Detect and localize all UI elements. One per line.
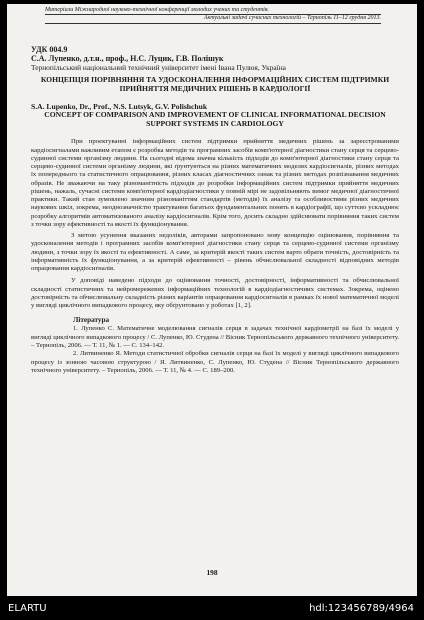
repository-label: ELARTU <box>8 603 47 614</box>
reference-item: 1. Лупенко С. Математичне моделювання сигналів серця в задачах технічної кардіометрії на базі їх моделі у вигляді циклічного випадкового процесу / С. Лупенко, Ю. Студена // Вісник Тернопільського державного технічного університету. – Тернопіль, 2006. — Т. 11, № 1. — С. 134–142. <box>31 325 399 349</box>
paragraph: При проектуванні інформаційних систем підтримки прийняття медичних рішень за зареєстрованими кардіосигналами важливим етапом є розробка методів та програмних засобів комп'ютерної діагностики стану серця та серцево-судинної системи організму людини. На сьогодні відома значна кількість підходів до комп'ютерної діагностики стану серця та серцево-судинної системи організму людини, які ґрунтуються на різних математичних моделях кардіосигналів, різних методах їх попереднього та статистичного опрацювання, різних класах діагностичних ознак та різних методах розпізнавання медичних образів. Не зважаючи на таку різноманітність підходів до розробки інформаційних систем підтримки прийняття медичних рішень, нажаль, сучасні системи комп'ютерної кардіодіагностики у повній мірі не задовільняють вимог медичної діагностичної практики. Такий стан зумовлено значним різноманіттям стандартів (методів) їх аналізу та особливостями різних медичних наукових шкіл, зокрема, неоднозначністю трактування багатьох фундаментальних понять в кардіографії, що суттєво ускладнює розробку алгоритмів автоматизованого аналізу кардіосигналів. Крім того, досить складно здійснювати порівняння таких систем з точки зору ефективності та якості їх функціонування. <box>31 138 399 228</box>
running-header <box>45 7 381 26</box>
reference-item: 2. Литвиненко Я. Методи статистичної обробки сигналів серця на базі їх моделі у вигляді циклічного випадкового процесу із зонною часовою структурою / Я. Литвиненко, С. Лупенко, Ю. Студена // Вісник Тернопільського державного технічного університету. – Тернопіль, 2006. — Т. 11, № 4. — С. 189–200. <box>31 350 399 374</box>
title-en: CONCEPT OF COMPARISON AND IMPROVEMENT OF CLINICAL INFORMATIONAL DECISION SUPPORT SYSTEMS IN CARDIOLOGY <box>44 110 386 128</box>
udk-code: УДК 004.9 <box>31 45 68 54</box>
document-page <box>7 4 417 596</box>
handle-label: hdl:123456789/4964 <box>309 603 414 614</box>
page-number: 198 <box>206 568 218 577</box>
header-line-1: Матеріали Міжнародної науково-технічної конференції молодих учених та студентів. <box>45 7 269 13</box>
affiliation: Тернопільський національний технічний університет імені Івана Пулюя, Україна <box>31 63 286 72</box>
title-uk: КОНЦЕПЦІЯ ПОРІВНЯННЯ ТА УДОСКОНАЛЕННЯ ІНФОРМАЦІЙНИХ СИСТЕМ ПІДТРИМКИ ПРИЙНЯТТЯ МЕДИЧНИХ РІШЕНЬ В КАРДІОЛОГІЇ <box>40 75 390 93</box>
article-body <box>31 45 399 375</box>
header-rule-bottom <box>45 23 381 24</box>
authors-en: S.A. Lupenko, Dr., Prof., N.S. Lutsyk, G.V. Polishchuk <box>31 102 208 112</box>
paragraph: З метою усунення вказаних недоліків, авторами запропоновано нову концепцію оцінювання, порівняння та удосконалення методів і програмних засобів комп'ютерної діагностики стану серця та серцево-судинної системи організму людини, з точки зору їх якості та ефективності. А саме, за критерій якості таких систем варто обрати точність, достовірність та інформативність їх функціонування, а за критерій ефективності – рівень обчислювальної складності відповідних методів опрацювання кардіосигналів. <box>31 232 399 273</box>
literature-heading: Література <box>73 316 110 325</box>
authors-uk: С.А. Лупенко, д.т.н., проф., Н.С. Луцик, Г.В. Полішук <box>31 54 224 63</box>
paragraph: У доповіді наведено підходи до оцінювання точності, достовірності, інформативності та обчислювальної складності статистичних та нейромережевих інформаційних технологій в кардіодіагностичних системах. Зокрема, оцінено достовірність та обчислювальну складність різних варіантів опрацювання кардіосигналів в рамках їх нової математичної моделі у вигляді циклічного випадкового процесу, яку обґрунтовано у роботах [1, 2]. <box>31 277 399 310</box>
header-line-2: Актуальні задачі сучасних технологій – Тернопіль 11–12 грудня 2013. <box>203 15 381 22</box>
